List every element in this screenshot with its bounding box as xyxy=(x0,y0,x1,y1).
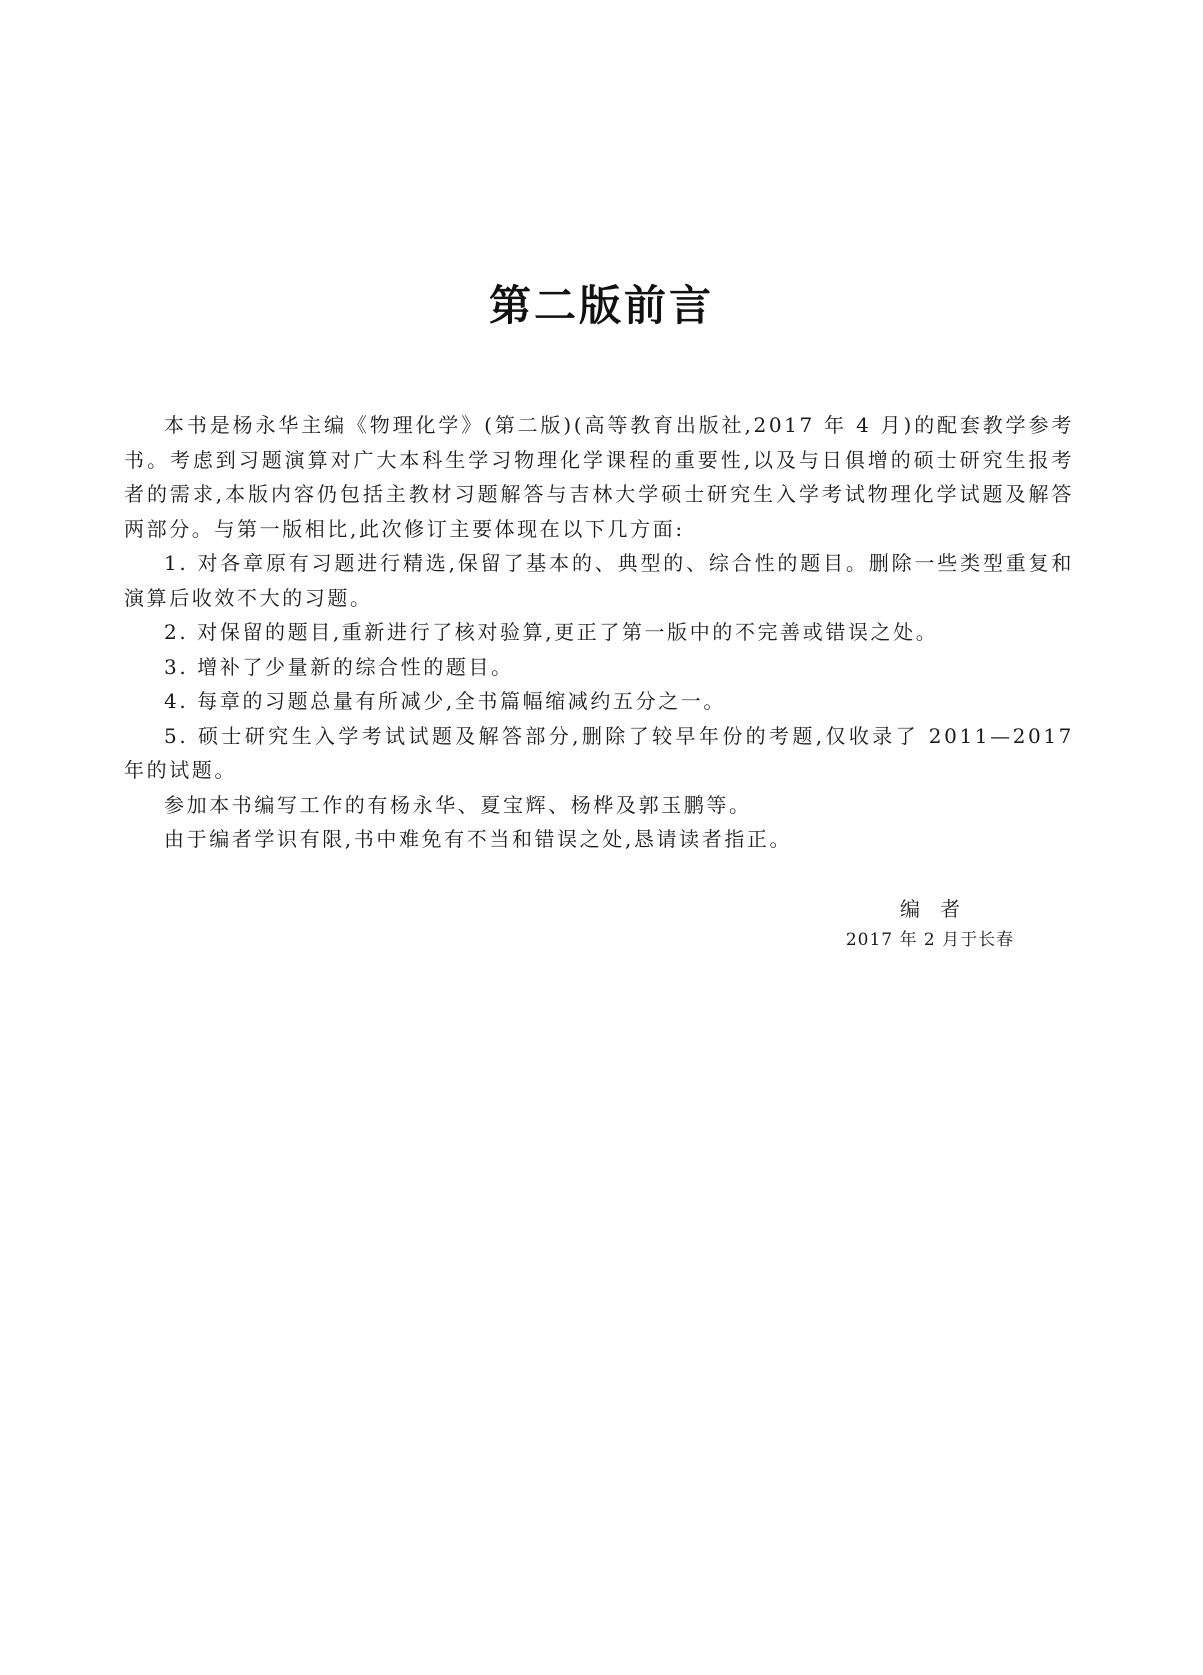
signature-author: 编者 xyxy=(900,897,980,921)
paragraph-closing: 由于编者学识有限,书中难免有不当和错误之处,恳请读者指正。 xyxy=(164,827,793,851)
paragraph-item-4: 4. 每章的习题总量有所减少,全书篇幅缩减约五分之一。 xyxy=(164,689,726,713)
page-title: 第二版前言 xyxy=(488,281,714,330)
signature-block xyxy=(800,893,1060,955)
paragraph-item-2: 2. 对保留的题目,重新进行了核对验算,更正了第一版中的不完善或错误之处。 xyxy=(164,620,939,644)
signature-date: 2017 年 2 月于长春 xyxy=(845,930,1015,950)
paragraph-item-1: 1. 对各章原有习题进行精选,保留了基本的、典型的、综合性的题目。删除一些类型重复和演算后收效不大的习题。 xyxy=(124,551,1074,610)
paragraph-item-5: 5. 硕士研究生入学考试试题及解答部分,删除了较早年份的考题,仅收录了 2011—2017 年的试题。 xyxy=(124,723,1074,782)
preface-body xyxy=(124,408,1074,857)
paragraph-item-3: 3. 增补了少量新的综合性的题目。 xyxy=(164,654,514,679)
paragraph-contributors: 参加本书编写工作的有杨永华、夏宝辉、杨桦及郭玉鹏等。 xyxy=(164,792,752,817)
paragraph-intro: 本书是杨永华主编《物理化学》(第二版)(高等教育出版社,2017 年 4 月)的配套教学参考书。考虑到习题演算对广大本科生学习物理化学课程的重要性,以及与日俱增的硕士研究生报考者的需求,本版内容仍包括主教材习题解答与吉林大学硕士研究生入学考试物理化学试题及解答两部分。与第一版相比,此次修订主要体现在以下几方面: xyxy=(124,413,1074,541)
